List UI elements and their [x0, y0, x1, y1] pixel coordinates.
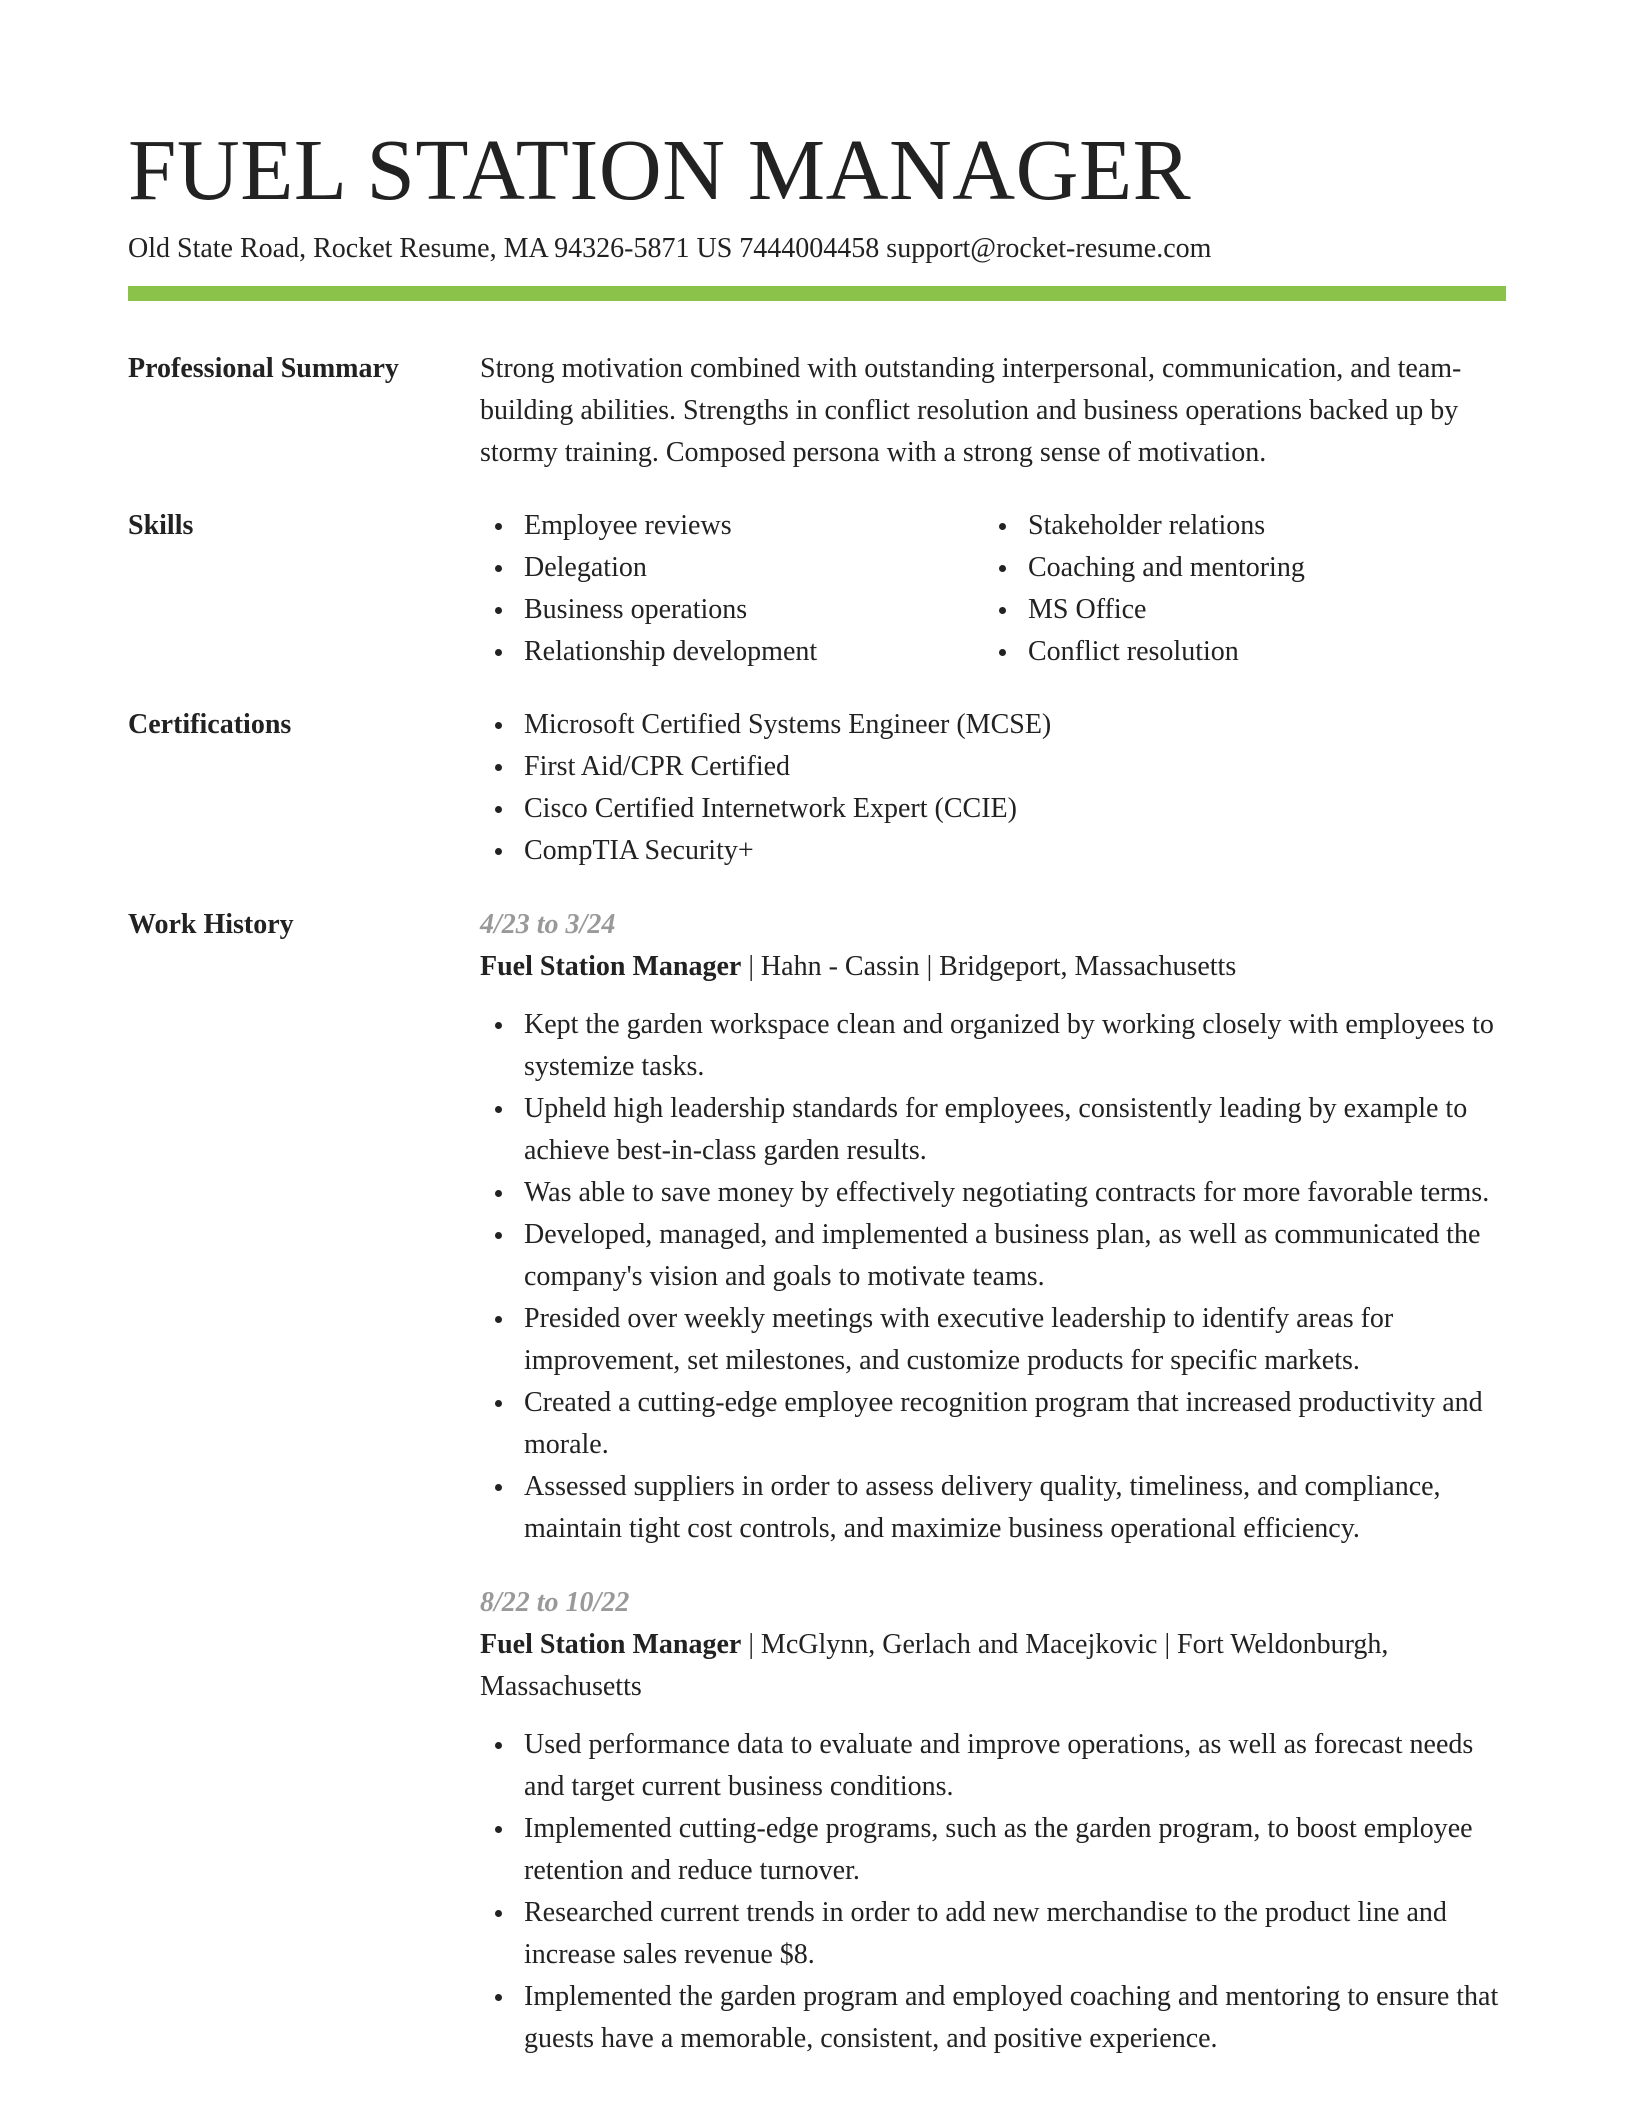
certifications-list [480, 704, 1506, 872]
summary-body [480, 348, 1506, 474]
resume-name-heading: FUEL STATION MANAGER [128, 121, 1192, 218]
skill-item: Conflict resolution [984, 631, 1488, 673]
skill-item: Stakeholder relations [984, 505, 1488, 547]
job-title: Fuel Station Manager [480, 951, 742, 982]
certification-item: Microsoft Certified Systems Engineer (MCSE) [480, 704, 1506, 746]
work-history-body [480, 904, 1506, 2092]
contact-line: Old State Road, Rocket Resume, MA 94326-5871 US 7444004458 support@rocket-resume.com [128, 233, 1212, 264]
header-divider [128, 286, 1506, 301]
summary-text: Strong motivation combined with outstanding interpersonal, communication, and team-building abilities. Strengths in conflict resolution and business operations backed up by stormy training. Composed persona with a strong sense of motivation. [480, 353, 1462, 468]
summary-label: Professional Summary [128, 353, 399, 384]
skill-item: Delegation [480, 547, 984, 589]
skill-item: Employee reviews [480, 505, 984, 547]
job-bullet: Used performance data to evaluate and improve operations, as well as forecast needs and target current business conditions. [480, 1724, 1506, 1808]
certification-item: Cisco Certified Internetwork Expert (CCIE) [480, 788, 1506, 830]
job-dates: 8/22 to 10/22 [480, 1587, 630, 1618]
skills-list-left [480, 505, 984, 673]
job-heading [480, 1624, 1506, 1708]
job-details: | Hahn - Cassin | Bridgeport, Massachusetts [741, 951, 1237, 982]
job-bullet: Developed, managed, and implemented a business plan, as well as communicated the company's vision and goals to motivate teams. [480, 1214, 1506, 1298]
job-bullet: Created a cutting-edge employee recognition program that increased productivity and morale. [480, 1382, 1506, 1466]
job-bullet: Implemented the garden program and employed coaching and mentoring to ensure that guests have a memorable, consistent, and positive experience. [480, 1976, 1506, 2060]
skills-body [480, 505, 1506, 673]
job-bullets [480, 1724, 1506, 2060]
skill-item: MS Office [984, 589, 1488, 631]
job-details: | McGlynn, Gerlach and Macejkovic | Fort Weldonburgh, Massachusetts [480, 1629, 1389, 1702]
job-heading [480, 946, 1506, 988]
certifications-label: Certifications [128, 709, 292, 740]
job-bullet: Researched current trends in order to add new merchandise to the product line and increase sales revenue $8. [480, 1892, 1506, 1976]
skills-list-right [984, 505, 1488, 673]
job-bullet: Presided over weekly meetings with executive leadership to identify areas for improvement, set milestones, and customize products for specific markets. [480, 1298, 1506, 1382]
job-bullet: Kept the garden workspace clean and organized by working closely with employees to systemize tasks. [480, 1004, 1506, 1088]
job-entry [480, 1582, 1506, 2060]
skills-label: Skills [128, 510, 194, 541]
job-entry [480, 904, 1506, 1550]
skill-item: Business operations [480, 589, 984, 631]
certification-item: First Aid/CPR Certified [480, 746, 1506, 788]
job-bullet: Upheld high leadership standards for employees, consistently leading by example to achieve best-in-class garden results. [480, 1088, 1506, 1172]
job-bullet: Was able to save money by effectively negotiating contracts for more favorable terms. [480, 1172, 1506, 1214]
job-title: Fuel Station Manager [480, 1629, 742, 1660]
skill-item: Coaching and mentoring [984, 547, 1488, 589]
job-bullets [480, 1004, 1506, 1550]
certifications-body [480, 704, 1506, 872]
job-dates: 4/23 to 3/24 [480, 909, 616, 940]
certification-item: CompTIA Security+ [480, 830, 1506, 872]
job-bullet: Implemented cutting-edge programs, such as the garden program, to boost employee retention and reduce turnover. [480, 1808, 1506, 1892]
skill-item: Relationship development [480, 631, 984, 673]
work-history-label: Work History [128, 909, 294, 940]
job-bullet: Assessed suppliers in order to assess delivery quality, timeliness, and compliance, maintain tight cost controls, and maximize business operational efficiency. [480, 1466, 1506, 1550]
